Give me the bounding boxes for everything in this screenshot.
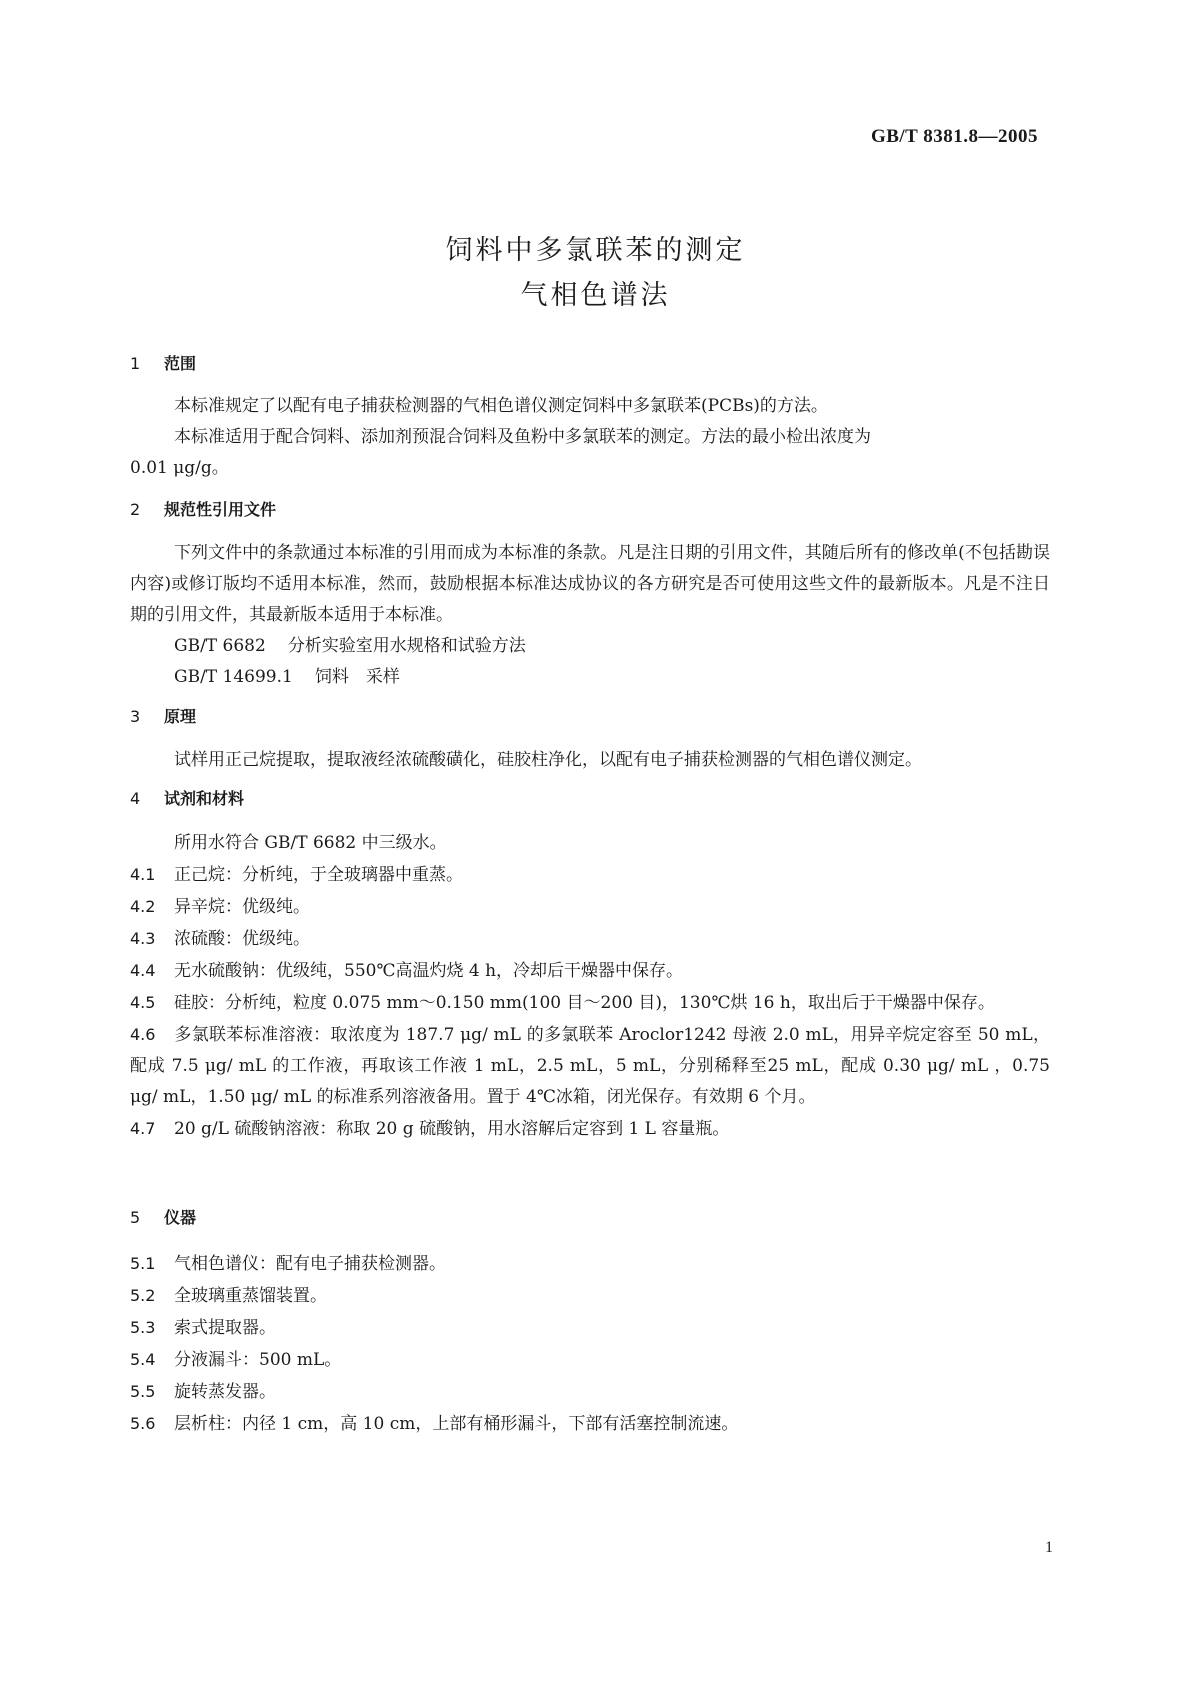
list-item: 4.6 多氯联苯标准溶液：取浓度为 187.7 μg/ mL 的多氯联苯 Aroclor1242 母液 2.0 mL，用异辛烷定容至 50 mL，配成 7.5 μg/ mL 的工作液，再取该工作液 1 mL，2.5 mL，5 mL，分别稀释至25 mL，配成 0.30 μg/ mL ，0.75 μg/ mL，1.50 μg/ mL 的标准系列溶液备用。置于 4℃冰箱，闭光保存。有效期 6 个月。 xyxy=(130,1025,1050,1107)
list-item: 4.4 无水硫酸钠：优级纯，550℃高温灼烧 4 h，冷却后干燥器中保存。 xyxy=(130,961,684,981)
list-item: 5.3 索式提取器。 xyxy=(130,1318,276,1338)
list-item: 4.2 异辛烷：优级纯。 xyxy=(130,897,310,917)
section-heading: 3 原理 xyxy=(130,707,197,726)
list-item: 5.5 旋转蒸发器。 xyxy=(130,1382,276,1402)
reference-item: GB/T 14699.1 饲料 采样 xyxy=(174,667,400,687)
section-normative-references xyxy=(130,497,1050,693)
reference-item: GB/T 6682 分析实验室用水规格和试验方法 xyxy=(174,636,526,656)
section-heading: 2 规范性引用文件 xyxy=(130,500,277,519)
section-heading: 5 仪器 xyxy=(130,1208,197,1227)
paragraph: 本标准规定了以配有电子捕获检测器的气相色谱仪测定饲料中多氯联苯(PCBs)的方法。 xyxy=(174,396,828,416)
paragraph: 0.01 μg/g。 xyxy=(130,458,229,478)
section-heading: 4 试剂和材料 xyxy=(130,789,245,808)
list-item: 4.1 正己烷：分析纯，于全玻璃器中重蒸。 xyxy=(130,865,463,885)
list-item: 5.4 分液漏斗：500 mL。 xyxy=(130,1350,342,1370)
standard-code: GB/T 8381.8—2005 xyxy=(870,126,1038,147)
section-principle xyxy=(130,704,1050,776)
list-item: 5.6 层析柱：内径 1 cm，高 10 cm，上部有桶形漏斗，下部有活塞控制流速。 xyxy=(130,1414,739,1434)
paragraph: 本标准适用于配合饲料、添加剂预混合饲料及鱼粉中多氯联苯的测定。方法的最小检出浓度为 xyxy=(174,427,871,447)
page-number: 1 xyxy=(1045,1539,1053,1556)
list-item: 4.3 浓硫酸：优级纯。 xyxy=(130,929,310,949)
section-apparatus xyxy=(130,1205,1050,1440)
list-item: 5.1 气相色谱仪：配有电子捕获检测器。 xyxy=(130,1254,446,1274)
list-item: 5.2 全玻璃重蒸馏装置。 xyxy=(130,1286,327,1306)
section-heading: 1 范围 xyxy=(130,354,197,373)
section-scope xyxy=(130,351,1050,484)
list-item: 4.7 20 g/L 硫酸钠溶液：称取 20 g 硫酸钠，用水溶解后定容到 1 L 容量瓶。 xyxy=(130,1119,730,1139)
document-title: 饲料中多氯联苯的测定 xyxy=(445,235,746,266)
paragraph: 试样用正己烷提取，提取液经浓硫酸磺化，硅胶柱净化，以配有电子捕获检测器的气相色谱仪测定。 xyxy=(174,750,922,770)
paragraph: 所用水符合 GB/T 6682 中三级水。 xyxy=(174,833,447,853)
section-reagents xyxy=(130,786,1050,1145)
list-item: 4.5 硅胶：分析纯，粒度 0.075 mm～0.150 mm(100 目～200 目)，130℃烘 16 h，取出后于干燥器中保存。 xyxy=(130,993,995,1013)
paragraph: 下列文件中的条款通过本标准的引用而成为本标准的条款。凡是注日期的引用文件，其随后所有的修改单(不包括勘误内容)或修订版均不适用本标准，然而，鼓励根据本标准达成协议的各方研究是否可使用这些文件的最新版本。凡是不注日期的引用文件，其最新版本适用于本标准。 xyxy=(130,543,1050,625)
document-subtitle: 气相色谱法 xyxy=(520,280,671,311)
